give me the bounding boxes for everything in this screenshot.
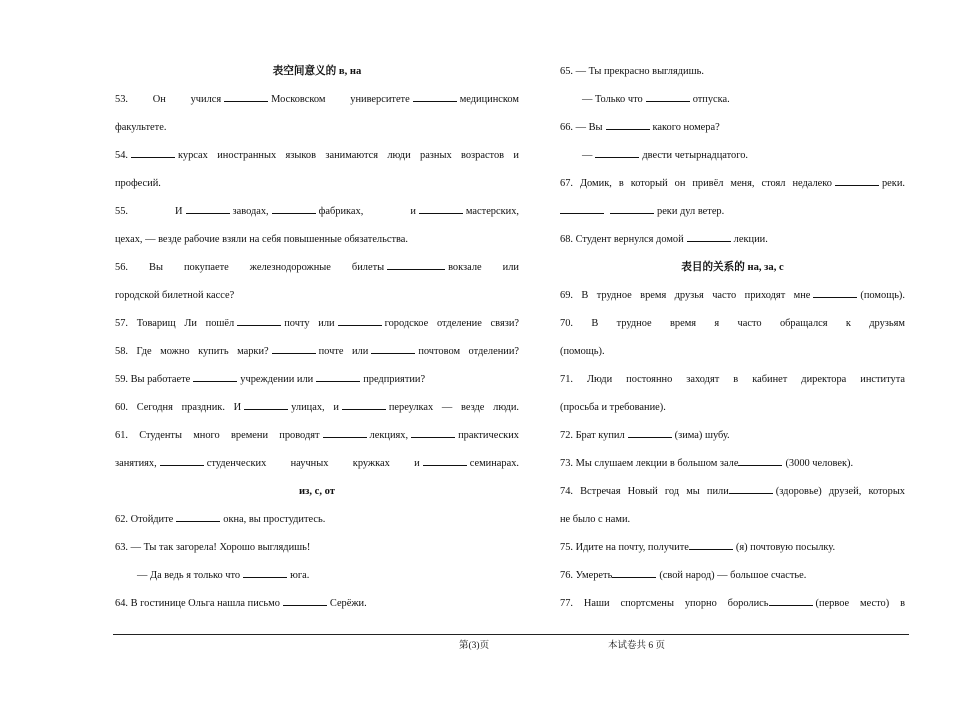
- exercise-line: [560, 310, 905, 338]
- exercise-text: 75. Идите на почту, получите: [560, 542, 689, 553]
- exercise-text: 54.: [115, 150, 128, 161]
- exercise-text: 71. Люди постоянно заходят в кабинет директора института: [560, 374, 905, 385]
- exercise-line: [115, 198, 519, 226]
- exercise-line: [115, 366, 519, 394]
- exercise-text: (свой народ) — большое счастье.: [659, 570, 807, 581]
- exercise-text: 55. И: [115, 206, 183, 217]
- left-column: [115, 58, 519, 618]
- exercise-line: [115, 142, 519, 170]
- exercise-text: 76. Умереть: [560, 570, 613, 581]
- answer-blank[interactable]: [323, 428, 367, 438]
- section-heading-text: 表目的关系的 на, за, с: [681, 262, 784, 273]
- exercise-text: професий.: [115, 178, 161, 189]
- exercise-text: почте или: [318, 346, 369, 357]
- exercise-line: [560, 478, 905, 506]
- exercise-text: фабриках, и: [318, 206, 416, 217]
- exercise-text: лекции.: [733, 234, 768, 245]
- answer-blank[interactable]: [131, 148, 175, 158]
- answer-blank[interactable]: [176, 512, 220, 522]
- exercise-line: [115, 506, 519, 534]
- exercise-text: отпуска.: [692, 94, 730, 105]
- answer-blank[interactable]: [560, 204, 604, 214]
- answer-blank[interactable]: [371, 344, 415, 354]
- exercise-line: [115, 450, 519, 478]
- exercise-text: вокзале или: [448, 262, 519, 273]
- answer-blank[interactable]: [193, 372, 237, 382]
- exercise-line: [115, 86, 519, 114]
- answer-blank[interactable]: [237, 316, 281, 326]
- exercise-text: курсах иностранных языков занимаются люди разных возрастов и: [178, 150, 519, 161]
- answer-blank[interactable]: [342, 400, 386, 410]
- exercise-text: 60. Сегодня праздник. И: [115, 402, 242, 413]
- answer-blank[interactable]: [595, 148, 639, 158]
- exercise-line: [560, 534, 905, 562]
- exercise-text: (первое место) в: [815, 598, 905, 609]
- exercise-line: [115, 590, 519, 618]
- exercise-text: окна, вы простудитесь.: [223, 514, 326, 525]
- exercise-text: 67. Домик, в который он привёл меня, стоял недалеко: [560, 178, 832, 189]
- exercise-text: реки.: [881, 178, 905, 189]
- exercise-text: медицинском: [459, 94, 519, 105]
- exercise-line: [115, 170, 519, 198]
- exercise-text: 62. Отойдите: [115, 514, 174, 525]
- section-heading-text: из, с, от: [298, 486, 336, 497]
- answer-blank[interactable]: [413, 92, 457, 102]
- exercise-text: 74. Встречая Новый год мы пили: [560, 486, 729, 497]
- exercise-text: какого номера?: [652, 122, 720, 133]
- section-heading-text: 表空间意义的 в, на: [272, 66, 362, 77]
- answer-blank[interactable]: [813, 288, 857, 298]
- exercise-text: —: [582, 150, 593, 161]
- exercise-text: Московском университете: [271, 94, 410, 105]
- exercise-line: [115, 534, 519, 562]
- exercise-text: почту или: [284, 318, 335, 329]
- exercise-line: [560, 226, 905, 254]
- exercise-text: 56. Вы покупаете железнодорожные билеты: [115, 262, 385, 273]
- exercise-text: городское отделение связи?: [384, 318, 519, 329]
- exercise-line: [560, 282, 905, 310]
- exercise-text: (зима) шубу.: [674, 430, 730, 441]
- exercise-text: (помощь).: [860, 290, 905, 301]
- answer-blank[interactable]: [243, 568, 287, 578]
- exercise-line: [560, 506, 905, 534]
- exercise-line: [560, 338, 905, 366]
- exercise-text: 59. Вы работаете: [115, 374, 191, 385]
- answer-blank[interactable]: [612, 568, 656, 578]
- exercise-text: предприятии?: [363, 374, 426, 385]
- exercise-line: [560, 198, 905, 226]
- answer-blank[interactable]: [628, 428, 672, 438]
- exercise-text: 77. Наши спортсмены упорно боролись: [560, 598, 769, 609]
- exercise-text: улицах, и: [291, 402, 339, 413]
- exercise-line: [115, 338, 519, 366]
- exercise-text: 58. Где можно купить марки?: [115, 346, 269, 357]
- exercise-text: реки дул ветер.: [657, 206, 725, 217]
- answer-blank[interactable]: [689, 540, 733, 550]
- page-number: 第(3)页: [459, 641, 490, 651]
- exercise-line: [115, 394, 519, 422]
- answer-blank[interactable]: [738, 456, 782, 466]
- exercise-text: (просьба и требование).: [560, 402, 666, 413]
- exercise-line: [560, 142, 905, 170]
- exercise-line: [115, 562, 519, 590]
- exercise-text: (я) почтовую посылку.: [735, 542, 836, 553]
- exercise-text: не было с нами.: [560, 514, 631, 525]
- exercise-text: 65. — Ты прекрасно выглядишь.: [560, 66, 704, 77]
- answer-blank[interactable]: [646, 92, 690, 102]
- exercise-text: заводах,: [232, 206, 269, 217]
- answer-blank[interactable]: [316, 372, 360, 382]
- answer-blank[interactable]: [283, 596, 327, 606]
- right-column: [560, 58, 905, 618]
- exercise-line: [115, 254, 519, 282]
- exercise-text: юга.: [290, 570, 310, 581]
- exercise-line: [115, 422, 519, 450]
- exercise-text: почтовом отделении?: [418, 346, 519, 357]
- exercise-text: переулках — везде люди.: [388, 402, 519, 413]
- answer-blank[interactable]: [338, 316, 382, 326]
- exercise-line: [115, 310, 519, 338]
- answer-blank[interactable]: [186, 204, 230, 214]
- exercise-text: 53. Он учился: [115, 94, 222, 105]
- exercise-line: [560, 58, 905, 86]
- exercise-line: [560, 394, 905, 422]
- exercise-text: 69. В трудное время друзья часто приходят мне: [560, 290, 811, 301]
- exercise-text: студенческих научных кружках и: [206, 458, 420, 469]
- answer-blank[interactable]: [835, 176, 879, 186]
- exercise-line: [560, 450, 905, 478]
- section-heading: [115, 478, 519, 506]
- answer-blank[interactable]: [387, 260, 445, 270]
- exercise-text: цехах, — везде рабочие взяли на себя повышенные обязательства.: [115, 234, 408, 245]
- answer-blank[interactable]: [272, 344, 316, 354]
- answer-blank[interactable]: [423, 456, 467, 466]
- answer-blank[interactable]: [244, 400, 288, 410]
- footer-divider: [113, 634, 909, 635]
- page-total: 本试卷共 6 页: [608, 641, 666, 651]
- exercise-text: (здоровье) друзей, которых: [775, 486, 905, 497]
- exercise-text: практических: [458, 430, 519, 441]
- exercise-text: 68. Студент вернулся домой: [560, 234, 684, 245]
- exercise-text: мастерских,: [465, 206, 519, 217]
- answer-blank[interactable]: [606, 120, 650, 130]
- exercise-line: [115, 226, 519, 254]
- answer-blank[interactable]: [419, 204, 463, 214]
- section-heading: [115, 58, 519, 86]
- exercise-text: 70. В трудное время я часто обращался к друзьям: [560, 318, 905, 329]
- exercise-line: [560, 86, 905, 114]
- exercise-line: [560, 114, 905, 142]
- exercise-text: Серёжи.: [329, 598, 367, 609]
- exercise-text: занятиях,: [115, 458, 157, 469]
- exercise-text: 72. Брат купил: [560, 430, 625, 441]
- exercise-text: (3000 человек).: [785, 458, 854, 469]
- exercise-line: [560, 422, 905, 450]
- section-heading: [560, 254, 905, 282]
- answer-blank[interactable]: [729, 484, 773, 494]
- exercise-line: [115, 114, 519, 142]
- exercise-text: 57. Товарищ Ли пошёл: [115, 318, 235, 329]
- exercise-text: 64. В гостинице Ольга нашла письмо: [115, 598, 280, 609]
- answer-blank[interactable]: [687, 232, 731, 242]
- exercise-text: 63. — Ты так загорела! Хорошо выглядишь!: [115, 542, 311, 553]
- answer-blank[interactable]: [769, 596, 813, 606]
- exercise-line: [560, 366, 905, 394]
- exercise-line: [560, 562, 905, 590]
- answer-blank[interactable]: [411, 428, 455, 438]
- answer-blank[interactable]: [224, 92, 268, 102]
- exercise-text: лекциях,: [369, 430, 409, 441]
- exercise-text: учреждении или: [240, 374, 314, 385]
- answer-blank[interactable]: [272, 204, 316, 214]
- exercise-text: двести четырнадцатого.: [642, 150, 749, 161]
- exercise-text: — Только что: [582, 94, 643, 105]
- exercise-text: (помощь).: [560, 346, 605, 357]
- exercise-text: 73. Мы слушаем лекции в большом зале: [560, 458, 739, 469]
- exercise-text: факультете.: [115, 122, 167, 133]
- exercise-text: 61. Студенты много времени проводят: [115, 430, 320, 441]
- answer-blank[interactable]: [610, 204, 654, 214]
- answer-blank[interactable]: [160, 456, 204, 466]
- exercise-line: [115, 282, 519, 310]
- exercise-line: [560, 590, 905, 618]
- exercise-text: — Да ведь я только что: [137, 570, 241, 581]
- exercise-text: 66. — Вы: [560, 122, 603, 133]
- exercise-line: [560, 170, 905, 198]
- exercise-text: семинарах.: [469, 458, 519, 469]
- exercise-text: городской билетной кассе?: [115, 290, 235, 301]
